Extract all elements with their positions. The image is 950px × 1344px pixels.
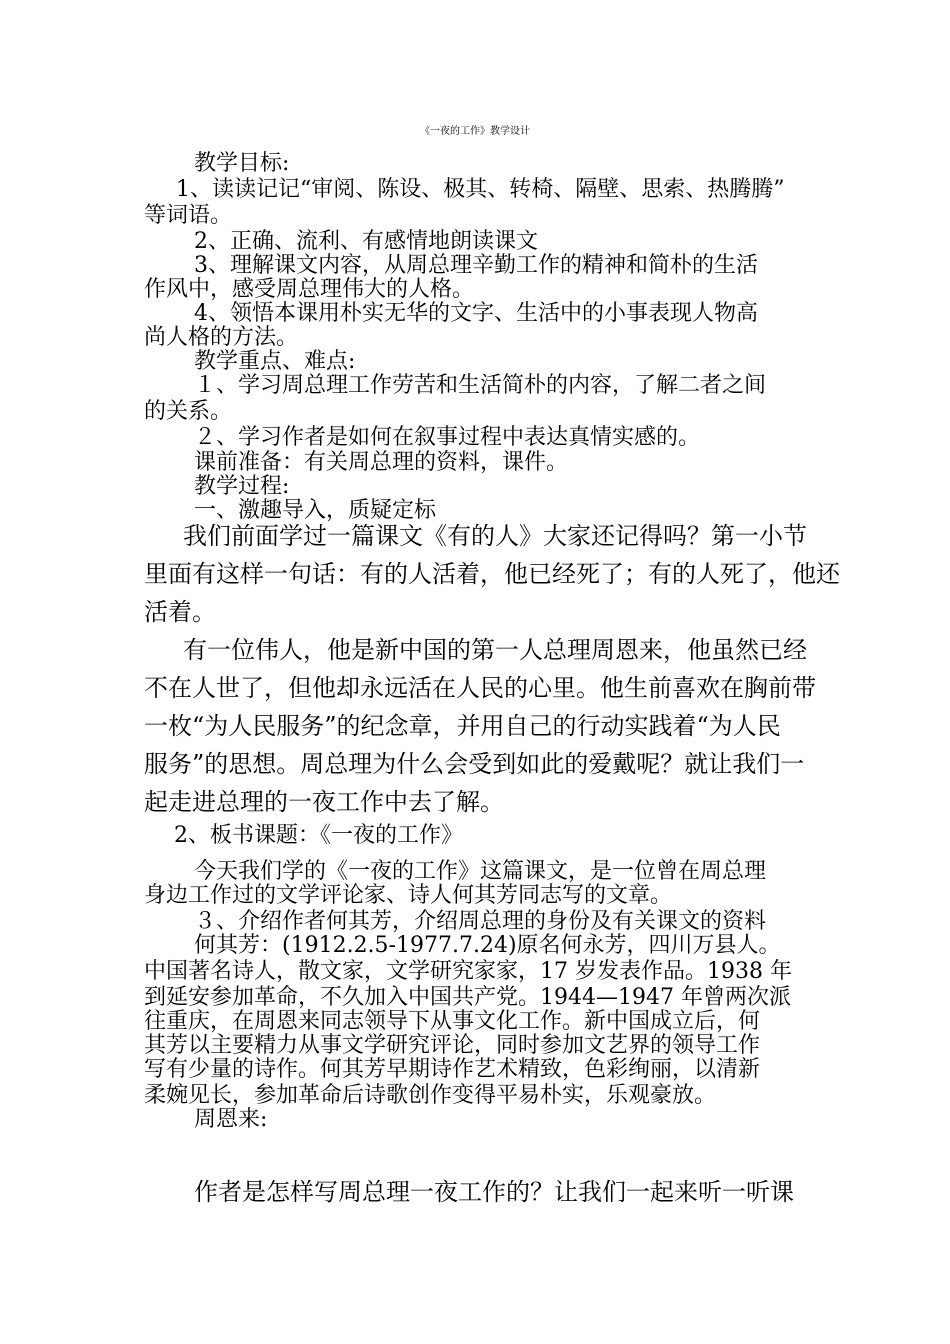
text-line: 尚人格的方法。	[144, 325, 299, 350]
text-line: 何其芳：(1912.2.5-1977.7.24)原名何永芳，四川万县人。	[194, 933, 781, 958]
text-line: 2、正确、流利、有感情地朗读课文	[194, 229, 538, 254]
text-line: 服务”的思想。周总理为什么会受到如此的爱戴呢？就让我们一	[144, 750, 805, 778]
text-line: 等词语。	[144, 203, 233, 228]
text-line: 有一位伟人，他是新中国的第一人总理周恩来，他虽然已经	[183, 636, 807, 664]
text-line: 一、激趣导入，质疑定标	[194, 498, 437, 523]
text-line: 活着。	[144, 598, 216, 626]
text-line: ２、学习作者是如何在叙事过程中表达真情实感的。	[194, 425, 701, 450]
text-line: 中国著名诗人，散文家，文学研究家家，17 岁发表作品。1938 年	[144, 959, 792, 984]
text-line: 1、读读记记“审阅、陈设、极其、转椅、隔壁、思索、热腾腾”	[176, 177, 785, 202]
text-line: 写有少量的诗作。何其芳早期诗作艺术精致，色彩绚丽，以清新	[144, 1057, 761, 1082]
document-title: 《一夜的工作》教学设计	[420, 126, 530, 137]
text-line: 身边工作过的文学评论家、诗人何其芳同志写的文章。	[144, 883, 673, 908]
text-line: 今天我们学的《一夜的工作》这篇课文，是一位曾在周总理	[194, 859, 767, 884]
text-line: 往重庆，在周恩来同志领导下从事文化工作。新中国成立后，何	[144, 1009, 761, 1034]
text-line: 3、理解课文内容，从周总理辛勤工作的精神和简朴的生活	[194, 253, 758, 278]
text-line: 其芳以主要精力从事文学研究评论，同时参加文艺界的领导工作	[144, 1033, 761, 1058]
text-line: 到延安参加革命，不久加入中国共产党。1944—1947 年曾两次派	[144, 985, 791, 1010]
text-line: 作者是怎样写周总理一夜工作的？让我们一起来听一听课	[194, 1178, 794, 1206]
text-line: 2、板书课题：《一夜的工作》	[174, 823, 463, 848]
text-line: 教学重点、难点:	[194, 349, 356, 374]
text-line: 不在人世了，但他却永远活在人民的心里。他生前喜欢在胸前带	[144, 674, 816, 702]
text-line: 起走进总理的一夜工作中去了解。	[144, 788, 504, 816]
text-line: 里面有这样一句话：有的人活着，他已经死了；有的人死了，他还	[144, 560, 840, 588]
text-line: 周恩来:	[194, 1107, 268, 1132]
text-line: 我们前面学过一篇课文《有的人》大家还记得吗？第一小节	[183, 522, 807, 550]
text-line: 的关系。	[144, 399, 233, 424]
text-line: 课前准备：有关周总理的资料，课件。	[194, 450, 569, 475]
text-line: １、学习周总理工作劳苦和生活简朴的内容，了解二者之间	[194, 373, 767, 398]
text-line: ３、介绍作者何其芳，介绍周总理的身份及有关课文的资料	[194, 909, 767, 934]
text-line: 教学过程:	[194, 474, 290, 499]
text-line: 作风中，感受周总理伟大的人格。	[144, 277, 475, 302]
text-line: 一枚“为人民服务”的纪念章，并用自己的行动实践着“为人民	[144, 712, 781, 740]
text-line: 教学目标:	[194, 151, 290, 176]
text-line: 4、领悟本课用朴实无华的文字、生活中的小事表现人物高	[194, 301, 758, 326]
text-line: 柔婉见长，参加革命后诗歌创作变得平易朴实，乐观豪放。	[144, 1083, 717, 1108]
